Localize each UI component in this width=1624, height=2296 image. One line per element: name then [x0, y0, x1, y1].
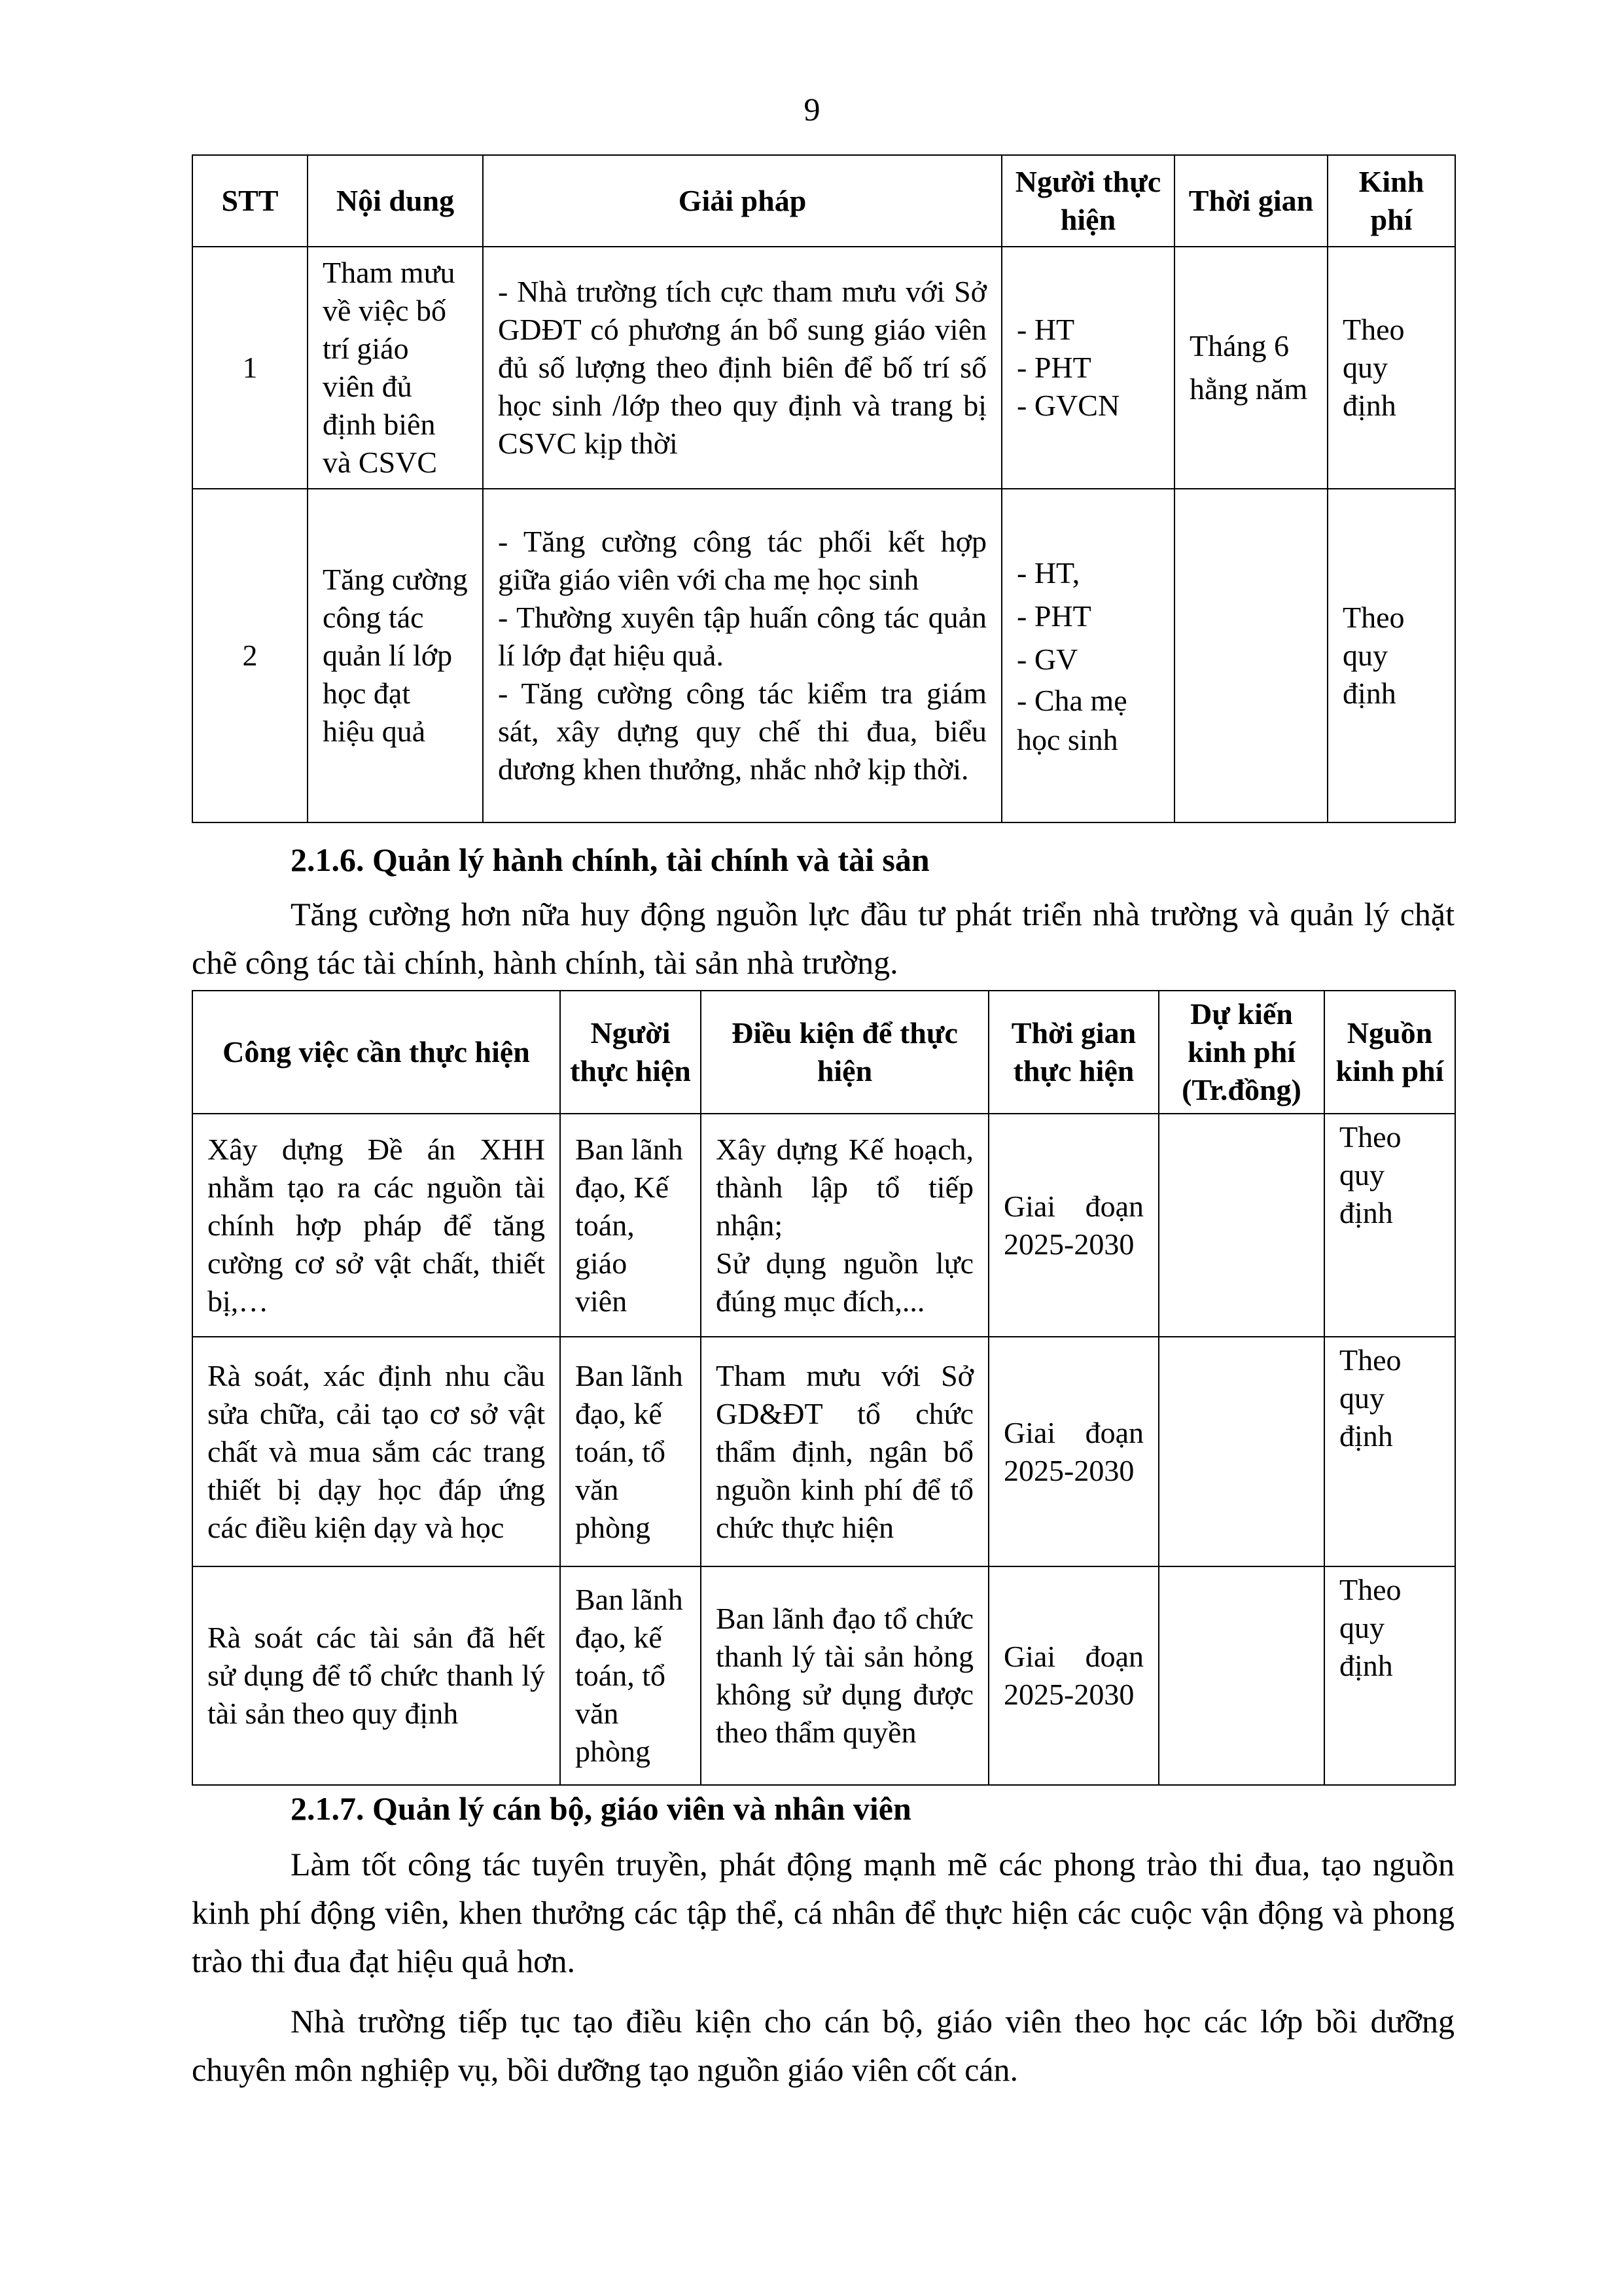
table-row — [192, 489, 1455, 822]
section-heading-2-1-7: 2.1.7. Quản lý cán bộ, giáo viên và nhân viên — [291, 1790, 911, 1827]
solution-item: - Thường xuyên tập huấn công tác quản lí lớp đạt hiệu quả. — [498, 601, 987, 672]
row-solution: - Nhà trường tích cực tham mưu với Sở GDĐT có phương án bổ sung giáo viên đủ số lượng theo định biên để bố trí số học sinh /lớp theo quy định và trang bị CSVC kịp thời — [483, 247, 1002, 489]
header-source: Nguồn kinh phí — [1324, 991, 1455, 1114]
row-source: Theo quy định — [1324, 1566, 1455, 1785]
condition-item: Xây dựng Kế hoạch, thành lập tổ tiếp nhận; — [716, 1132, 974, 1242]
person-item: - HT, — [1017, 556, 1080, 590]
row-content: Tham mưu về việc bố trí giáo viên đủ định biên và CSVC — [308, 247, 483, 489]
header-time: Thời gian thực hiện — [989, 991, 1159, 1114]
row-people — [1002, 489, 1174, 822]
finance-table — [192, 990, 1456, 1786]
row-conditions: Ban lãnh đạo tổ chức thanh lý tài sản hỏng không sử dụng được theo thẩm quyền — [701, 1566, 989, 1785]
section-paragraph — [192, 1997, 1455, 2094]
row-content: Tăng cường công tác quản lí lớp học đạt hiệu quả — [308, 489, 483, 822]
person-item: - Cha mẹ học sinh — [1017, 684, 1127, 756]
table-row — [192, 1114, 1455, 1337]
row-budget — [1159, 1337, 1324, 1566]
row-source: Theo quy định — [1324, 1114, 1455, 1337]
row-solution — [483, 489, 1002, 822]
section-paragraph — [192, 890, 1455, 987]
paragraph-text: Nhà trường tiếp tục tạo điều kiện cho cán bộ, giáo viên theo học các lớp bồi dưỡng chuyên môn nghiệp vụ, bồi dưỡng tạo nguồn giáo viên cốt cán. — [192, 2003, 1455, 2088]
header-task: Công việc cần thực hiện — [192, 991, 560, 1114]
row-time: Giai đoạn 2025-2030 — [989, 1566, 1159, 1785]
row-conditions — [701, 1114, 989, 1337]
row-source: Theo quy định — [1324, 1337, 1455, 1566]
row-budget — [1159, 1566, 1324, 1785]
header-budget: Kinh phí — [1328, 155, 1455, 247]
table-row — [192, 247, 1455, 489]
solution-item: - Tăng cường công tác phối kết hợp giữa giáo viên với cha mẹ học sinh — [498, 525, 987, 596]
row-budget — [1159, 1114, 1324, 1337]
header-solution: Giải pháp — [483, 155, 1002, 247]
table-header-row — [192, 991, 1455, 1114]
header-time: Thời gian — [1174, 155, 1328, 247]
table-header-row — [192, 155, 1455, 247]
section-paragraph — [192, 1840, 1455, 1985]
section-heading-2-1-6: 2.1.6. Quản lý hành chính, tài chính và tài sản — [291, 841, 930, 878]
row-stt: 2 — [192, 489, 308, 822]
paragraph-text: Tăng cường hơn nữa huy động nguồn lực đầu tư phát triển nhà trường và quản lý chặt chẽ công tác tài chính, hành chính, tài sản nhà trường. — [192, 896, 1455, 981]
row-conditions: Tham mưu với Sở GD&ĐT tổ chức thẩm định, ngân bổ nguồn kinh phí để tổ chức thực hiện — [701, 1337, 989, 1566]
solutions-table — [192, 154, 1456, 823]
solution-item: - Tăng cường công tác kiểm tra giám sát, xây dựng quy chế thi đua, biểu dương khen thưởng, nhắc nhở kịp thời. — [498, 677, 987, 786]
row-task: Rà soát, xác định nhu cầu sửa chữa, cải tạo cơ sở vật chất và mua sắm các trang thiết bị dạy học đáp ứng các điều kiện dạy và học — [192, 1337, 560, 1566]
person-item: - PHT — [1017, 599, 1091, 633]
row-time: Giai đoạn 2025-2030 — [989, 1114, 1159, 1337]
row-time — [1174, 489, 1328, 822]
header-people: Người thực hiện — [560, 991, 701, 1114]
row-people — [1002, 247, 1174, 489]
condition-item: Sử dụng nguồn lực đúng mục đích,... — [716, 1246, 974, 1318]
row-people: Ban lãnh đạo, kế toán, tổ văn phòng — [560, 1337, 701, 1566]
header-conditions: Điều kiện để thực hiện — [701, 991, 989, 1114]
paragraph-text: Làm tốt công tác tuyên truyền, phát động mạnh mẽ các phong trào thi đua, tạo nguồn kinh phí động viên, khen thưởng các tập thể, cá nhân để thực hiện các cuộc vận động và phong trào thi đua đạt hiệu quả hơn. — [192, 1846, 1455, 1979]
row-task: Xây dựng Đề án XHH nhằm tạo ra các nguồn tài chính hợp pháp để tăng cường cơ sở vật chất, thiết bị,… — [192, 1114, 560, 1337]
row-budget: Theo quy định — [1328, 247, 1455, 489]
row-time: Giai đoạn 2025-2030 — [989, 1337, 1159, 1566]
person-item: - PHT — [1017, 351, 1091, 384]
row-people: Ban lãnh đạo, kế toán, tổ văn phòng — [560, 1566, 701, 1785]
header-budget: Dự kiến kinh phí (Tr.đồng) — [1159, 991, 1324, 1114]
table-row — [192, 1566, 1455, 1785]
person-item: - HT — [1017, 313, 1075, 346]
row-stt: 1 — [192, 247, 308, 489]
header-people: Người thực hiện — [1002, 155, 1174, 247]
row-time: Tháng 6 hằng năm — [1174, 247, 1328, 489]
row-task: Rà soát các tài sản đã hết sử dụng để tổ chức thanh lý tài sản theo quy định — [192, 1566, 560, 1785]
person-item: - GV — [1017, 643, 1078, 676]
header-stt: STT — [192, 155, 308, 247]
table-row — [192, 1337, 1455, 1566]
row-people: Ban lãnh đạo, Kế toán, giáo viên — [560, 1114, 701, 1337]
page-number: 9 — [803, 91, 821, 128]
row-budget: Theo quy định — [1328, 489, 1455, 822]
header-content: Nội dung — [308, 155, 483, 247]
person-item: - GVCN — [1017, 389, 1120, 422]
